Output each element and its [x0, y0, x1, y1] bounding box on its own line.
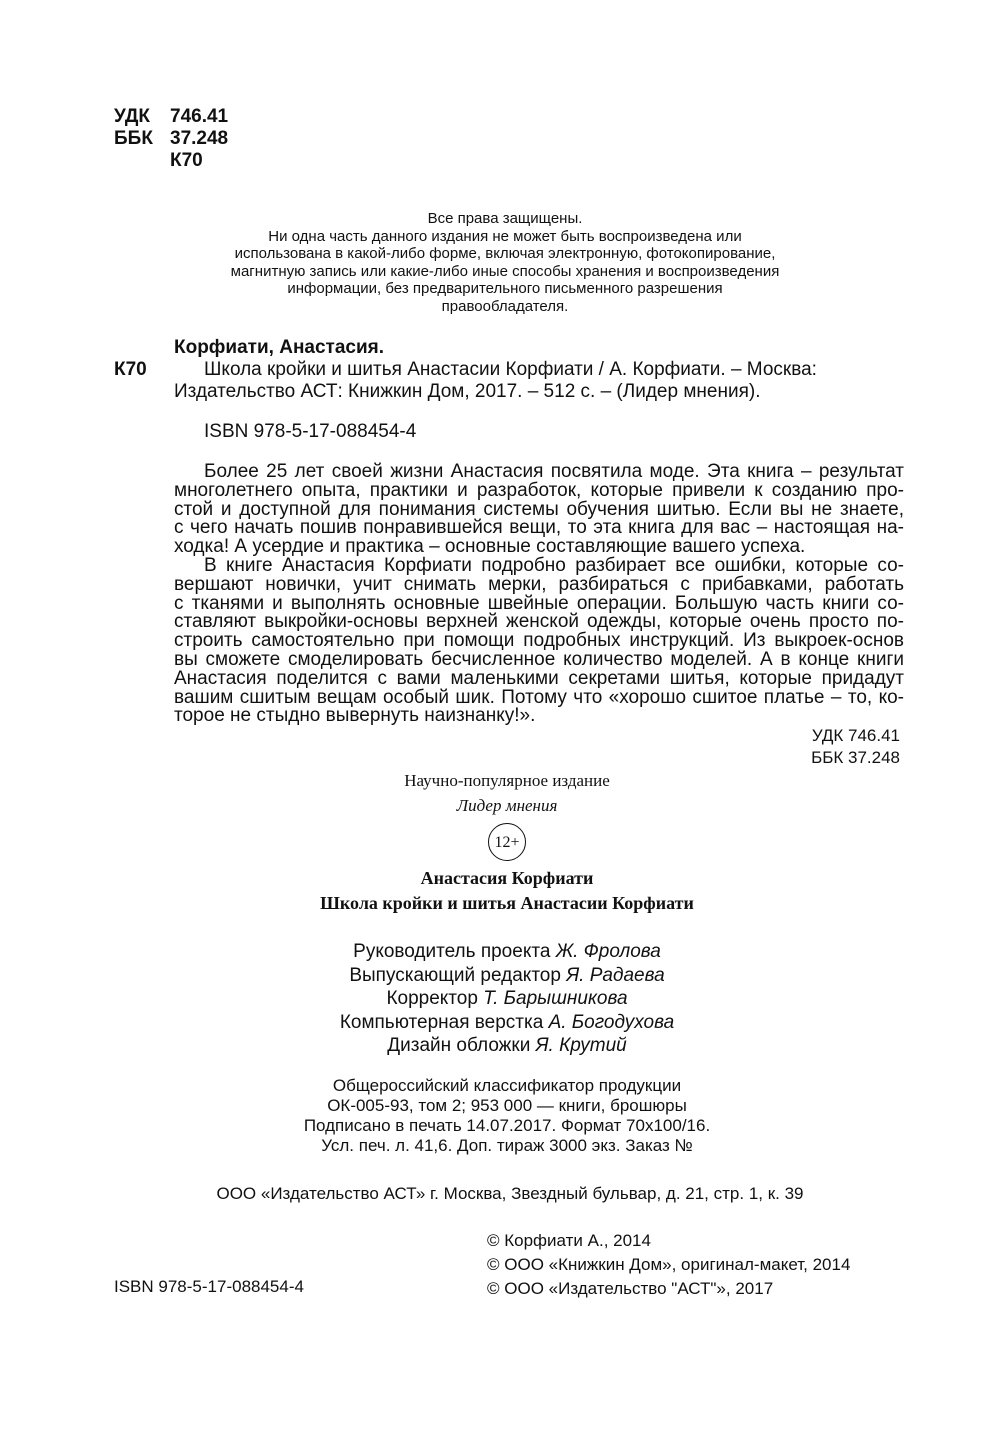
production-line: Усл. печ. л. 41,6. Доп. тираж 3000 экз. Заказ №	[321, 1136, 693, 1155]
udk-footer	[780, 725, 900, 769]
copyrights	[487, 1229, 850, 1301]
bib-line-2: Издательство АСТ: Книжкин Дом, 2017. – 512 с. – (Лидер мнения).	[174, 381, 761, 402]
copyright-line: © ООО «Книжкин Дом», оригинал-макет, 2014	[487, 1255, 851, 1274]
credit-line	[215, 964, 799, 988]
udk-footer-bbk: ББК 37.248	[811, 748, 900, 767]
annotation-line: с чего начать пошив понравившейся вещи, то эта книга для вас – настоящая на-	[174, 517, 904, 539]
annotation	[174, 463, 904, 726]
age-rating-badge: 12+	[488, 823, 526, 861]
annotation-line: В книге Анастасия Корфиати подробно разбирает все ошибки, которые со-	[204, 554, 904, 576]
copyright-line: © ООО «Издательство "АСТ"», 2017	[487, 1279, 774, 1298]
publisher-address: ООО «Издательство АСТ» г. Москва, Звездный бульвар, д. 21, стр. 1, к. 39	[216, 1184, 804, 1203]
credit-person: Я. Радаева	[566, 964, 665, 986]
credit-person: Я. Крутий	[535, 1035, 627, 1056]
udk-value: 746.41	[170, 106, 229, 127]
production-line: Подписано в печать 14.07.2017. Формат 70х100/16.	[303, 1116, 711, 1135]
credit-role: Выпускающий редактор	[349, 964, 561, 986]
udk-label: УДК	[114, 106, 150, 127]
credit-line	[215, 940, 799, 964]
annotation-line: ставляют выкройки-основы верхней женской одежды, которые очень просто по-	[174, 611, 904, 633]
production-line: Общероссийский классификатор продукции	[332, 1076, 682, 1095]
bib-line-1: Школа кройки и шитья Анастасии Корфиати / А. Корфиати. – Москва:	[204, 359, 817, 380]
credit-person: Т. Барышникова	[483, 988, 628, 1009]
imprint-title: Школа кройки и шитья Анастасии Корфиати	[320, 893, 694, 913]
annotation-line: многолетнего опыта, практики и разработок, которые привели к созданию про-	[174, 479, 904, 501]
rights-line: Ни одна часть данного издания не может быть воспроизведена или	[268, 227, 742, 245]
bib-author-heading: Корфиати, Анастасия.	[174, 337, 385, 358]
production-line: ОК-005-93, том 2; 953 000 — книги, брошюры	[327, 1096, 687, 1115]
credit-line	[215, 987, 799, 1011]
bbk-label: ББК	[114, 128, 153, 149]
rights-line: информации, без предварительного письменного разрешения	[287, 280, 723, 297]
rights-line: правообладателя.	[441, 297, 569, 315]
annotation-line: строить самостоятельно при помощи подробных инструкций. Из выкроек-основ	[174, 630, 904, 652]
publication-type: Научно-популярное издание	[404, 771, 610, 790]
rights-line: магнитную запись или какие-либо иные способы хранения и воспроизведения	[230, 262, 780, 280]
credit-person: А. Богодухова	[548, 1011, 675, 1033]
annotation-line: ходка! А усердие и практика – основные составляющие вашего успеха.	[174, 536, 806, 558]
annotation-line: стой и доступной для понимания системы обучения шитью. Если вы не знаете,	[174, 498, 904, 520]
credit-role: Компьютерная верстка	[339, 1011, 544, 1033]
annotation-line: Более 25 лет своей жизни Анастасия посвятила моде. Эта книга – результат	[204, 461, 904, 482]
annotation-line: вершают новички, учит снимать мерки, разбираться с прибавками, работать	[174, 573, 904, 595]
annotation-line: с тканями и выполнять основные швейные операции. Большую часть книги со-	[174, 592, 904, 614]
rights-line: Все права защищены.	[427, 210, 583, 227]
credit-person: Ж. Фролова	[555, 941, 661, 962]
annotation-line: вашим сшитым вещам особый шик. Потому что «хорошо сшитое платье – то, ко-	[174, 686, 904, 708]
classification-block	[114, 106, 228, 172]
author-mark-row	[114, 150, 228, 172]
credit-role: Корректор	[386, 988, 478, 1009]
imprint-author: Анастасия Корфиати	[420, 868, 594, 888]
credit-line	[215, 1034, 799, 1058]
bbk-value: 37.248	[170, 128, 229, 149]
annotation-line: Анастасия поделится с вами маленькими секретами шитья, которые придадут	[174, 667, 904, 689]
copyright-line: © Корфиати А., 2014	[487, 1231, 651, 1250]
isbn-bottom: ISBN 978-5-17-088454-4	[114, 1277, 304, 1296]
annotation-line: вы сможете смоделировать бесчисленное количество моделей. А в конце книги	[174, 648, 904, 670]
udk-footer-udk: УДК 746.41	[811, 726, 900, 745]
author-mark: К70	[170, 150, 203, 171]
production-info	[210, 1076, 804, 1156]
credit-line	[215, 1011, 799, 1035]
credit-role: Дизайн обложки	[387, 1035, 531, 1056]
udk-row	[114, 106, 228, 128]
annotation-line: торое не стыдно вывернуть наизнанку!».	[174, 705, 536, 727]
bib-isbn: ISBN 978-5-17-088454-4	[204, 421, 417, 442]
rights-line: использована в какой-либо форме, включая электронную, фотокопирование,	[234, 245, 776, 262]
bbk-row	[114, 128, 228, 150]
rights-notice	[180, 210, 830, 315]
bib-author-mark: К70	[114, 359, 147, 380]
series-name: Лидер мнения	[456, 796, 558, 815]
credits	[215, 940, 799, 1058]
credit-role: Руководитель проекта	[353, 941, 551, 962]
